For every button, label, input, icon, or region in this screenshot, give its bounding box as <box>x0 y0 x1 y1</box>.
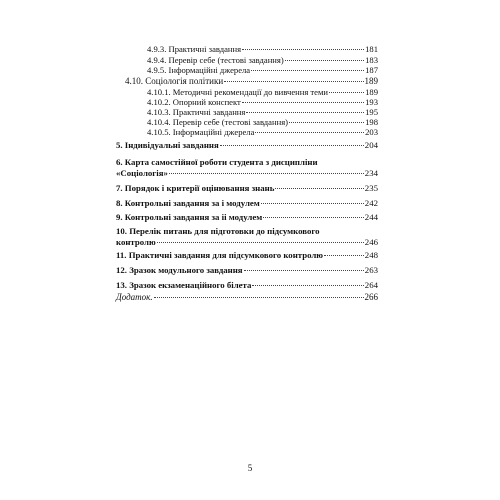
toc-leader <box>220 145 364 146</box>
toc-entry-title: 4.9.4. Перевір себе (тестові завдання) <box>147 55 284 65</box>
toc-leader <box>289 122 364 123</box>
toc-leader <box>157 242 364 243</box>
toc-entry-title: 9. Контрольні завдання за іі модулем <box>116 212 263 222</box>
toc-leader <box>169 173 364 174</box>
toc-entry <box>116 226 378 248</box>
toc-entry <box>116 157 378 179</box>
toc-leader <box>251 70 364 71</box>
toc-leader <box>261 203 364 204</box>
toc-entry <box>116 280 378 291</box>
toc-entry <box>116 250 378 261</box>
toc-leader <box>154 297 364 298</box>
toc-entry <box>147 127 378 137</box>
toc-entry-title: 6. Карта самостійної роботи студента з дисципліни <box>116 157 318 167</box>
toc-entry-title: 11. Практичні завдання для підсумкового контролю <box>116 250 324 260</box>
toc-page-number: 264 <box>364 280 378 290</box>
toc-entry-title: 4.9.5. Інформаційні джерела <box>147 65 251 75</box>
toc-page-number: 235 <box>364 183 378 193</box>
toc-entry-title: 12. Зразок модульного завдання <box>116 265 243 275</box>
toc-entry <box>147 55 378 65</box>
toc-leader <box>242 102 364 103</box>
toc-page-number: 193 <box>365 97 378 107</box>
toc-page-number: 198 <box>365 117 378 127</box>
toc-leader <box>255 132 364 133</box>
toc-entry-title: 13. Зразок екзаменаційного білета <box>116 280 252 290</box>
toc-entry-title: 4.10.2. Опорний конспект <box>147 97 241 107</box>
toc-page-number: 266 <box>364 292 378 302</box>
toc-entry-title-continued: «Соціологія» <box>116 168 168 178</box>
toc-page-number: 183 <box>365 55 378 65</box>
toc-entry <box>116 198 378 209</box>
toc-entry-title: 4.10.4. Перевір себе (тестові завдання) <box>147 117 289 127</box>
toc-leader <box>242 49 364 50</box>
toc-page-number: 234 <box>364 168 378 178</box>
toc-page-number: 244 <box>364 212 378 222</box>
toc-leader <box>285 60 364 61</box>
toc-entry-title: 8. Контрольні завдання за і модулем <box>116 198 260 208</box>
toc-page-number: 189 <box>364 76 378 86</box>
toc-leader <box>324 255 364 256</box>
toc-page-number: 204 <box>364 140 378 150</box>
toc-page-number: 195 <box>365 107 378 117</box>
toc-entry-title: 4.10.5. Інформаційні джерела <box>147 127 255 137</box>
toc-entry <box>147 97 378 107</box>
toc-entry-title: 5. Індивідуальні завдання <box>116 140 219 150</box>
toc-page-number: 242 <box>364 198 378 208</box>
toc-page-number: 248 <box>364 250 378 260</box>
toc-page-number: 181 <box>365 44 378 54</box>
toc-leader <box>275 188 363 189</box>
toc-page-number: 246 <box>364 237 378 247</box>
toc-entry <box>116 212 378 223</box>
toc-entry <box>147 117 378 127</box>
toc-leader <box>263 217 364 218</box>
toc-page-number: 187 <box>365 65 378 75</box>
toc-leader <box>224 81 363 82</box>
toc-leader <box>252 285 363 286</box>
toc-entry <box>147 107 378 117</box>
toc-entry <box>125 76 378 86</box>
toc-leader <box>246 112 364 113</box>
toc-entry-title: 4.10.3. Практичні завдання <box>147 107 246 117</box>
toc-entry <box>116 183 378 194</box>
toc-entry <box>116 292 378 302</box>
toc-entry-title: 4.9.3. Практичні завдання <box>147 44 242 54</box>
toc-entry <box>147 44 378 54</box>
page-number: 5 <box>247 463 253 473</box>
toc-page-number: 203 <box>365 127 378 137</box>
toc-entry-title: 4.10. Соціологія політики <box>125 76 224 86</box>
toc-leader <box>329 92 364 93</box>
toc-entry <box>116 265 378 276</box>
toc-entry-title: 10. Перелік питань для підготовки до підсумкового <box>116 226 320 236</box>
toc-entry-title: 7. Порядок і критерії оцінювання знань <box>116 183 275 193</box>
toc-entry-title: Додаток. <box>116 292 153 302</box>
toc-leader <box>244 270 364 271</box>
toc-entry <box>147 65 378 75</box>
toc-entry-title-continued: контролю <box>116 237 156 247</box>
toc-page-number: 263 <box>364 265 378 275</box>
toc-entry <box>116 140 378 151</box>
toc-page-number: 189 <box>365 87 378 97</box>
toc-entry-title: 4.10.1. Методичні рекомендації до вивчення теми <box>147 87 329 97</box>
toc-entry <box>147 87 378 97</box>
